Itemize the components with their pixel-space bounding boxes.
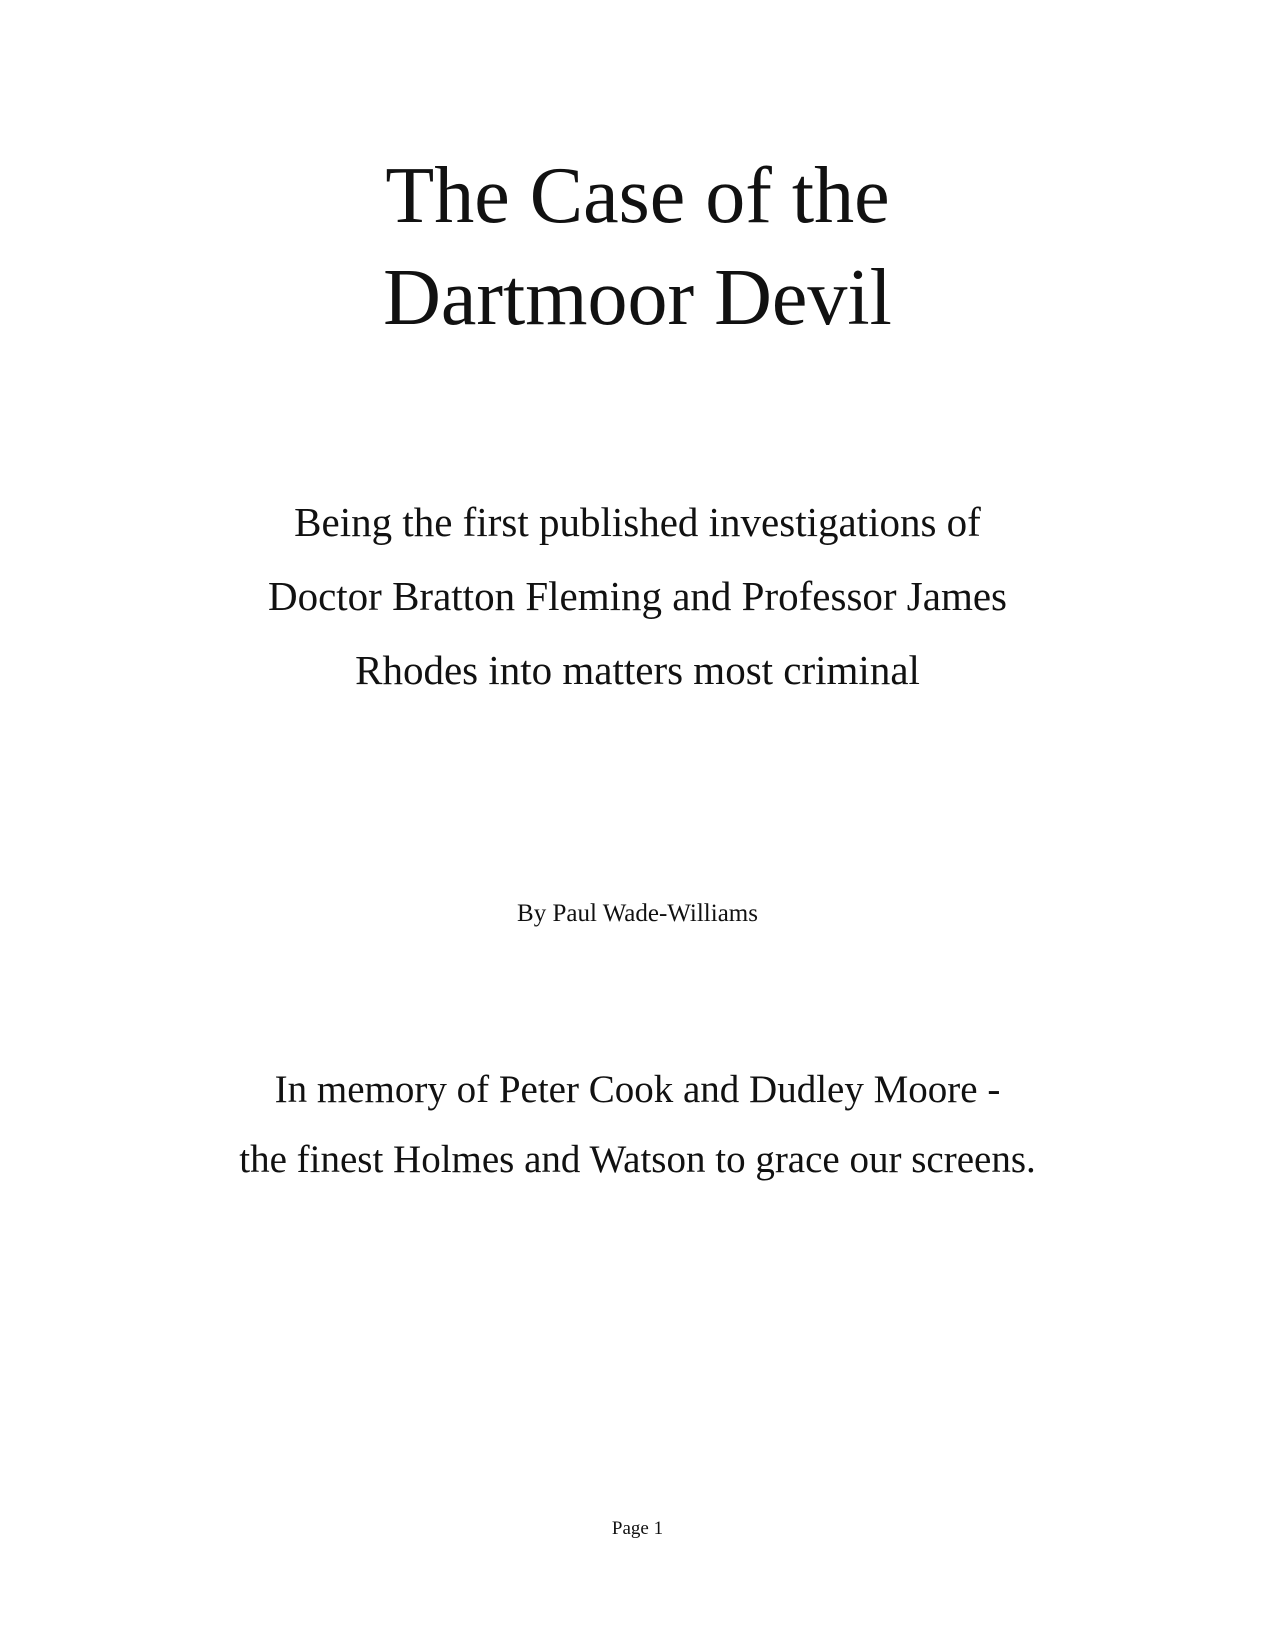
title-line: The Case of the bbox=[385, 152, 890, 240]
dedication-line: In memory of Peter Cook and Dudley Moore - bbox=[274, 1068, 1001, 1111]
dedication bbox=[0, 1055, 1275, 1195]
subtitle bbox=[0, 485, 1275, 707]
title-line: Dartmoor Devil bbox=[383, 254, 892, 342]
dedication-line: the finest Holmes and Watson to grace our screens. bbox=[239, 1138, 1036, 1181]
subtitle-line: Rhodes into matters most criminal bbox=[355, 647, 920, 693]
byline: By Paul Wade-Williams bbox=[517, 900, 758, 927]
page-number: Page 1 bbox=[611, 1518, 664, 1539]
subtitle-line: Doctor Bratton Fleming and Professor James bbox=[267, 573, 1008, 619]
document-title bbox=[0, 145, 1275, 349]
subtitle-line: Being the first published investigations of bbox=[294, 499, 981, 545]
